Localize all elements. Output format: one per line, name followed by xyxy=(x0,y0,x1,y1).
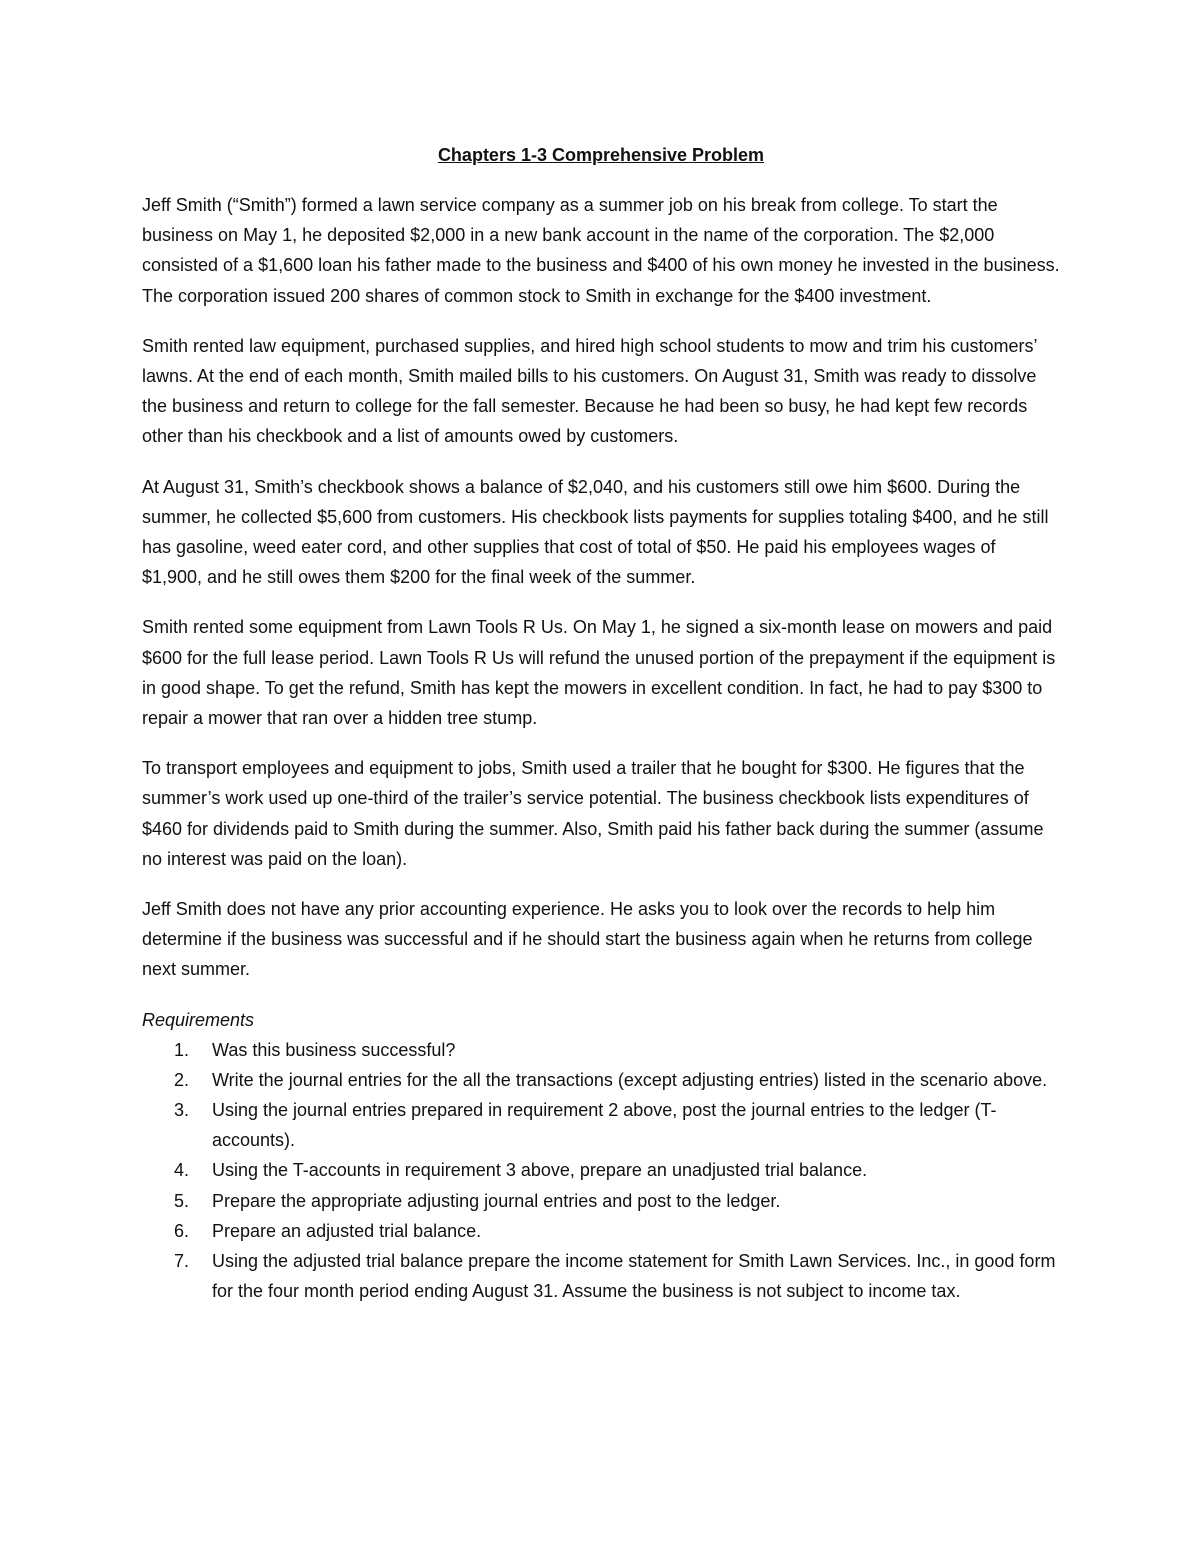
requirement-number: 2. xyxy=(174,1069,190,1090)
requirement-text: Using the journal entries prepared in requirement 2 above, post the journal entries to the ledger (T-accounts). xyxy=(212,1100,997,1151)
requirement-item xyxy=(142,1216,1060,1246)
requirement-text: Write the journal entries for the all the transactions (except adjusting entries) listed in the scenario above. xyxy=(212,1069,1048,1090)
requirements-list xyxy=(142,1035,1060,1307)
requirement-number: 6. xyxy=(174,1220,190,1241)
requirement-number: 5. xyxy=(174,1190,190,1211)
document-body xyxy=(142,140,1060,1307)
requirement-number: 3. xyxy=(174,1100,190,1121)
requirement-number: 7. xyxy=(174,1251,190,1272)
requirement-item xyxy=(142,1035,1060,1065)
paragraph-operations: Smith rented law equipment, purchased supplies, and hired high school students to mow and trim his customers’ lawns. At the end of each month, Smith mailed bills to his customers. On August 31, Smith was ready to dissolve the business and return to college for the fall semester. Because he had been so busy, he had kept few records other than his checkbook and a list of amounts owed by customers. xyxy=(142,335,1037,447)
requirement-text: Using the T-accounts in requirement 3 above, prepare an unadjusted trial balance. xyxy=(212,1160,868,1181)
paragraph-request: Jeff Smith does not have any prior accounting experience. He asks you to look over the records to help him determine if the business was successful and if he should start the business again when he returns from college next summer. xyxy=(142,899,1033,980)
requirement-text: Was this business successful? xyxy=(212,1039,456,1060)
requirements-heading: Requirements xyxy=(142,1009,255,1030)
requirement-item xyxy=(142,1155,1060,1185)
requirement-item xyxy=(142,1186,1060,1216)
requirement-item xyxy=(142,1095,1060,1155)
requirement-number: 4. xyxy=(174,1160,190,1181)
requirement-number: 1. xyxy=(174,1039,190,1060)
requirement-text: Using the adjusted trial balance prepare the income statement for Smith Lawn Services. Inc., in good form for the four month period ending August 31. Assume the business is not subject to income tax. xyxy=(212,1251,1056,1302)
requirement-text: Prepare the appropriate adjusting journal entries and post to the ledger. xyxy=(212,1190,781,1211)
document-title: Chapters 1-3 Comprehensive Problem xyxy=(437,145,765,165)
paragraph-formation: Jeff Smith (“Smith”) formed a lawn service company as a summer job on his break from college. To start the business on May 1, he deposited $2,000 in a new bank account in the name of the corporation. The $2,000 consisted of a $1,600 loan his father made to the business and $400 of his own money he invested in the business. The corporation issued 200 shares of common stock to Smith in exchange for the $400 investment. xyxy=(142,195,1060,306)
requirement-item xyxy=(142,1065,1060,1095)
paragraph-equipment-lease: Smith rented some equipment from Lawn Tools R Us. On May 1, he signed a six-month lease on mowers and paid $600 for the full lease period. Lawn Tools R Us will refund the unused portion of the prepayment if the equipment is in good shape. To get the refund, Smith has kept the mowers in excellent condition. In fact, he had to pay $300 to repair a mower that ran over a hidden tree stump. xyxy=(142,617,1056,729)
paragraph-checkbook: At August 31, Smith’s checkbook shows a balance of $2,040, and his customers still owe him $600. During the summer, he collected $5,600 from customers. His checkbook lists payments for supplies totaling $400, and he still has gasoline, weed eater cord, and other supplies that cost of total of $50. He paid his employees wages of $1,900, and he still owes them $200 for the final week of the summer. xyxy=(142,476,1049,588)
requirement-text: Prepare an adjusted trial balance. xyxy=(212,1220,482,1241)
requirement-item xyxy=(142,1246,1060,1306)
paragraph-trailer: To transport employees and equipment to jobs, Smith used a trailer that he bought for $300. He figures that the summer’s work used up one-third of the trailer’s service potential. The business checkbook lists expenditures of $460 for dividends paid to Smith during the summer. Also, Smith paid his father back during the summer (assume no interest was paid on the loan). xyxy=(142,758,1044,869)
